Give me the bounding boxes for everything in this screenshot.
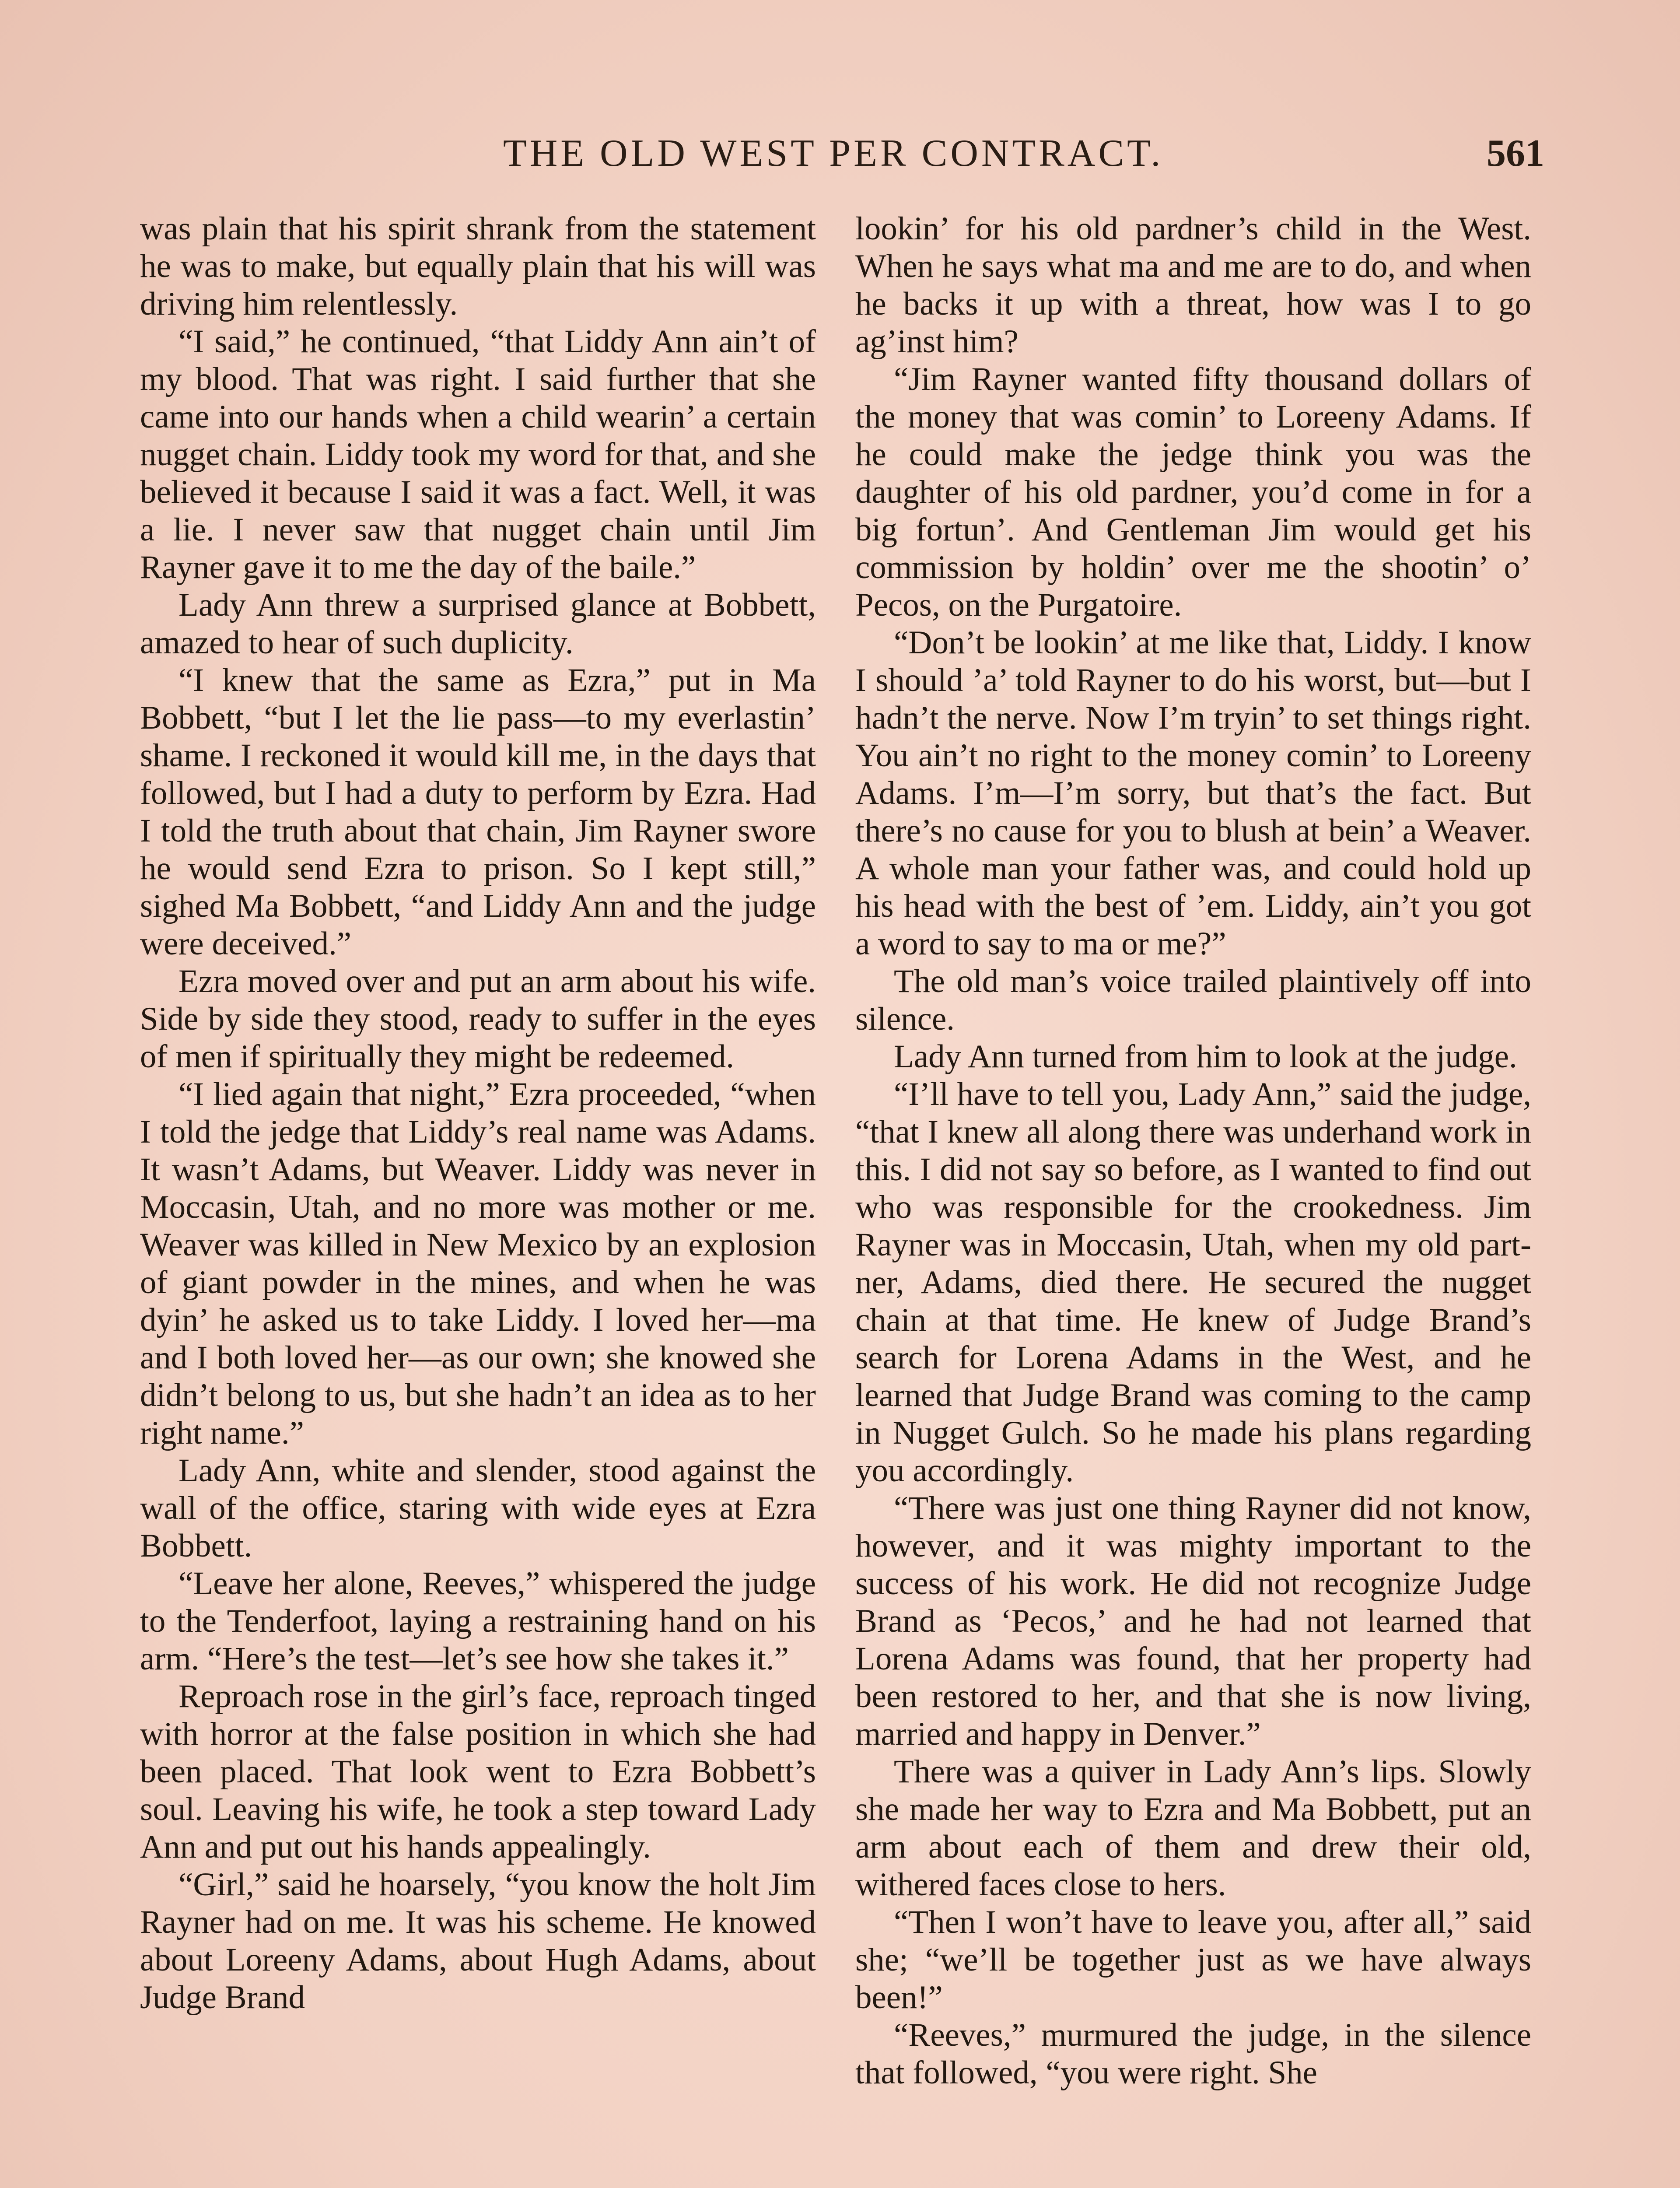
paragraph: “Don’t be lookin’ at me like that, Liddy. I know I should ’a’ told Rayner to do his worst, but—but I hadn’t the nerve. Now I’m tryin’ to set things right. You ain’t no right to the money comin’ to Loreeny Adams. I’m—I’m sorry, but that’s the fact. But there’s no cause for you to blush at bein’ a Weaver. A whole man your father was, and could hold up his head with the best of ’em. Liddy, ain’t you got a word to say to ma or me?”: [855, 624, 1531, 962]
paragraph: “I’ll have to tell you, Lady Ann,” said the judge, “that I knew all along there was underhand work in this. I did not say so before, as I wanted to find out who was responsible for the crookedness. Jim Rayner was in Moccasin, Utah, when my old partner, Adams, died there. He secured the nugget chain at that time. He knew of Judge Brand’s search for Lorena Adams in the West, and he learned that Judge Brand was coming to the camp in Nugget Gulch. So he made his plans regarding you accordingly.: [855, 1076, 1531, 1489]
paragraph: “I lied again that night,” Ezra proceeded, “when I told the jedge that Liddy’s real name was Adams. It wasn’t Adams, but Weaver. Liddy was never in Moccasin, Utah, and no more was mother or me. Weaver was killed in New Mexico by an explosion of giant powder in the mines, and when he was dyin’ he asked us to take Liddy. I loved her—ma and I both loved her—as our own; she knowed she didn’t belong to us, but she hadn’t an idea as to her right name.”: [140, 1076, 816, 1451]
running-title: THE OLD WEST PER CONTRACT.: [503, 132, 1164, 175]
paragraph: Lady Ann, white and slender, stood against the wall of the office, staring with wide eyes at Ezra Bobbett.: [140, 1452, 816, 1564]
right-text-column: [855, 210, 1531, 2092]
paragraph: “Leave her alone, Reeves,” whispered the judge to the Tenderfoot, laying a restraining hand on his arm. “Here’s the test—let’s see how she takes it.”: [140, 1565, 816, 1677]
paragraph: “Reeves,” murmured the judge, in the silence that followed, “you were right. She: [855, 2017, 1531, 2091]
paragraph: “There was just one thing Rayner did not know, however, and it was mighty important to the success of his work. He did not recognize Judge Brand as ‘Pecos,’ and he had not learned that Lorena Adams was found, that her property had been restored to her, and that she is now living, married and happy in Denver.”: [855, 1490, 1531, 1752]
paragraph: Lady Ann threw a surprised glance at Bobbett, amazed to hear of such duplicity.: [140, 587, 816, 661]
paragraph: There was a quiver in Lady Ann’s lips. Slowly she made her way to Ezra and Ma Bobbett, put an arm about each of them and drew their old, withered faces close to hers.: [855, 1753, 1531, 1903]
paragraph: Lady Ann turned from him to look at the judge.: [894, 1038, 1517, 1075]
paragraph: lookin’ for his old pardner’s child in the West. When he says what ma and me are to do, and when he backs it up with a threat, how was I to go ag’inst him?: [855, 210, 1531, 360]
paragraph: Reproach rose in the girl’s face, reproach tinged with horror at the false position in which she had been placed. That look went to Ezra Bobbett’s soul. Leaving his wife, he took a step toward Lady Ann and put out his hands appealingly.: [140, 1678, 816, 1865]
left-text-column: [140, 210, 816, 2016]
paragraph: was plain that his spirit shrank from the statement he was to make, but equally plain that his will was driving him relentlessly.: [140, 210, 816, 322]
paragraph: “Girl,” said he hoarsely, “you know the holt Jim Rayner had on me. It was his scheme. He knowed about Loreeny Adams, about Hugh Adams, about Judge Brand: [140, 1866, 816, 2016]
paragraph: The old man’s voice trailed plaintively off into silence.: [855, 963, 1531, 1037]
page-header: [144, 131, 1544, 179]
paragraph: “Then I won’t have to leave you, after all,” said she; “we’ll be together just as we have always been!”: [855, 1904, 1531, 2016]
paragraph: Ezra moved over and put an arm about his wife. Side by side they stood, ready to suffer in the eyes of men if spiritually they might be redeemed.: [140, 963, 816, 1075]
paragraph: “I said,” he continued, “that Liddy Ann ain’t of my blood. That was right. I said further that she came into our hands when a child wearin’ a certain nugget chain. Liddy took my word for that, and she believed it because I said it was a fact. Well, it was a lie. I never saw that nugget chain until Jim Rayner gave it to me the day of the baile.”: [140, 323, 816, 586]
paragraph: “I knew that the same as Ezra,” put in Ma Bobbett, “but I let the lie pass—to my everlastin’ shame. I reckoned it would kill me, in the days that followed, but I had a duty to perform by Ezra. Had I told the truth about that chain, Jim Rayner swore he would send Ezra to prison. So I kept still,” sighed Ma Bobbett, “and Liddy Ann and the judge were deceived.”: [140, 662, 816, 962]
paragraph: “Jim Rayner wanted fifty thousand dollars of the money that was comin’ to Loreeny Adams. If he could make the jedge think you was the daughter of his old pardner, you’d come in for a big fortun’. And Gentleman Jim would get his commission by holdin’ over me the shootin’ o’ Pecos, on the Purgatoire.: [855, 361, 1531, 623]
page-number: 561: [1487, 132, 1544, 175]
